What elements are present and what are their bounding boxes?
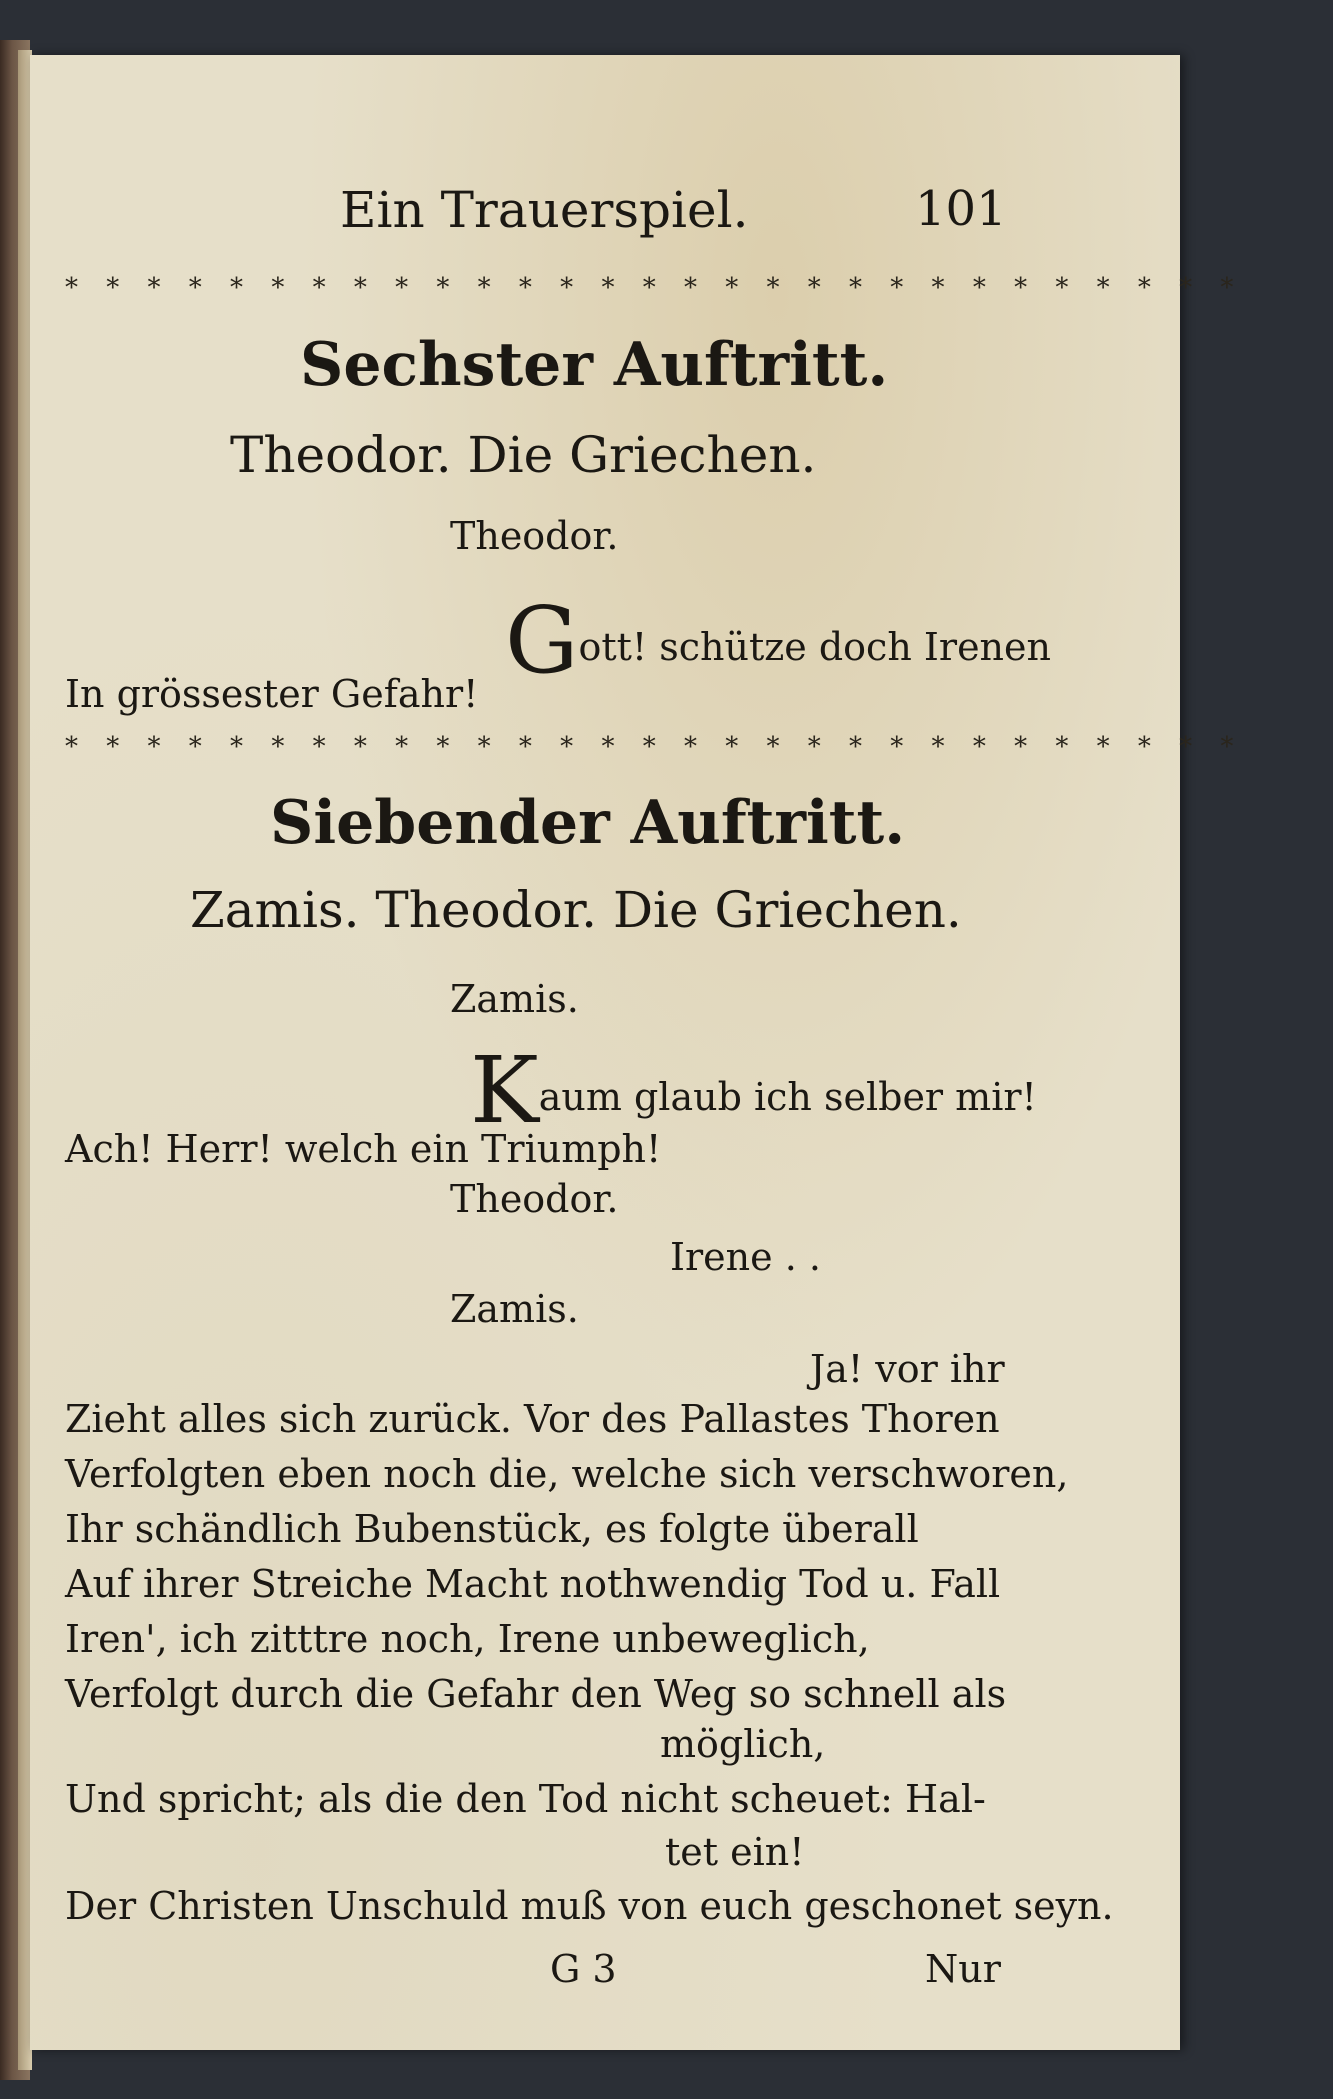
catchword: Nur [925,1947,1001,1991]
verse-line-gefahr: In grössester Gefahr! [65,672,479,716]
verse-line: Iren', ich zitttre noch, Irene unbeweglich, [65,1617,870,1661]
speaker-theodor-2: Theodor. [450,1177,619,1221]
verse-line: Zieht alles sich zurück. Vor des Pallastes Thoren [65,1397,1000,1441]
verse-line-triumph: Ach! Herr! welch ein Triumph! [65,1127,662,1171]
verse-kaum-rest: aum glaub ich selber mir! [538,1075,1037,1119]
ornament-divider-middle: * * * * * * * * * * * * * * * * * * * * * * * * * * * * * [65,732,1244,762]
scene-cast-siebender: Zamis. Theodor. Die Griechen. [190,881,962,939]
verse-turnover: tet ein! [665,1830,805,1874]
drop-cap-g: G [505,587,579,694]
verse-line-gott [505,587,1051,694]
verse-line: Auf ihrer Streiche Macht nothwendig Tod u. Fall [65,1562,1001,1606]
speaker-theodor-1: Theodor. [450,514,619,558]
verse-line-ja: Ja! vor ihr [810,1347,1005,1391]
book-page [30,55,1244,2050]
verse-line: Verfolgt durch die Gefahr den Weg so schnell als [65,1672,1007,1716]
scene-heading-siebender: Siebender Auftritt. [270,788,906,858]
running-title: Ein Trauerspiel. [340,181,749,239]
scene-cast-sechster: Theodor. Die Griechen. [230,426,817,484]
verse-line: Verfolgten eben noch die, welche sich verschworen, [65,1452,1069,1496]
speaker-zamis-2: Zamis. [450,1287,579,1331]
page-content [30,55,1244,2050]
verse-gott-rest: ott! schütze doch Irenen [578,625,1051,669]
scene-heading-sechster: Sechster Auftritt. [300,330,889,400]
speaker-zamis-1: Zamis. [450,977,579,1021]
verse-line-kaum [470,1037,1037,1144]
page-number: 101 [915,181,1007,237]
signature-mark: G 3 [550,1947,617,1991]
ornament-divider-top: * * * * * * * * * * * * * * * * * * * * * * * * * * * * * [65,273,1244,303]
verse-line: Und spricht; als die den Tod nicht scheuet: Hal- [65,1777,986,1821]
verse-line: Ihr schändlich Bubenstück, es folgte überall [65,1507,919,1551]
verse-line: Der Christen Unschuld muß von euch geschonet seyn. [65,1884,1114,1928]
verse-line-irene: Irene . . [670,1235,821,1279]
verse-turnover: möglich, [660,1722,826,1766]
drop-cap-k: K [470,1037,539,1144]
